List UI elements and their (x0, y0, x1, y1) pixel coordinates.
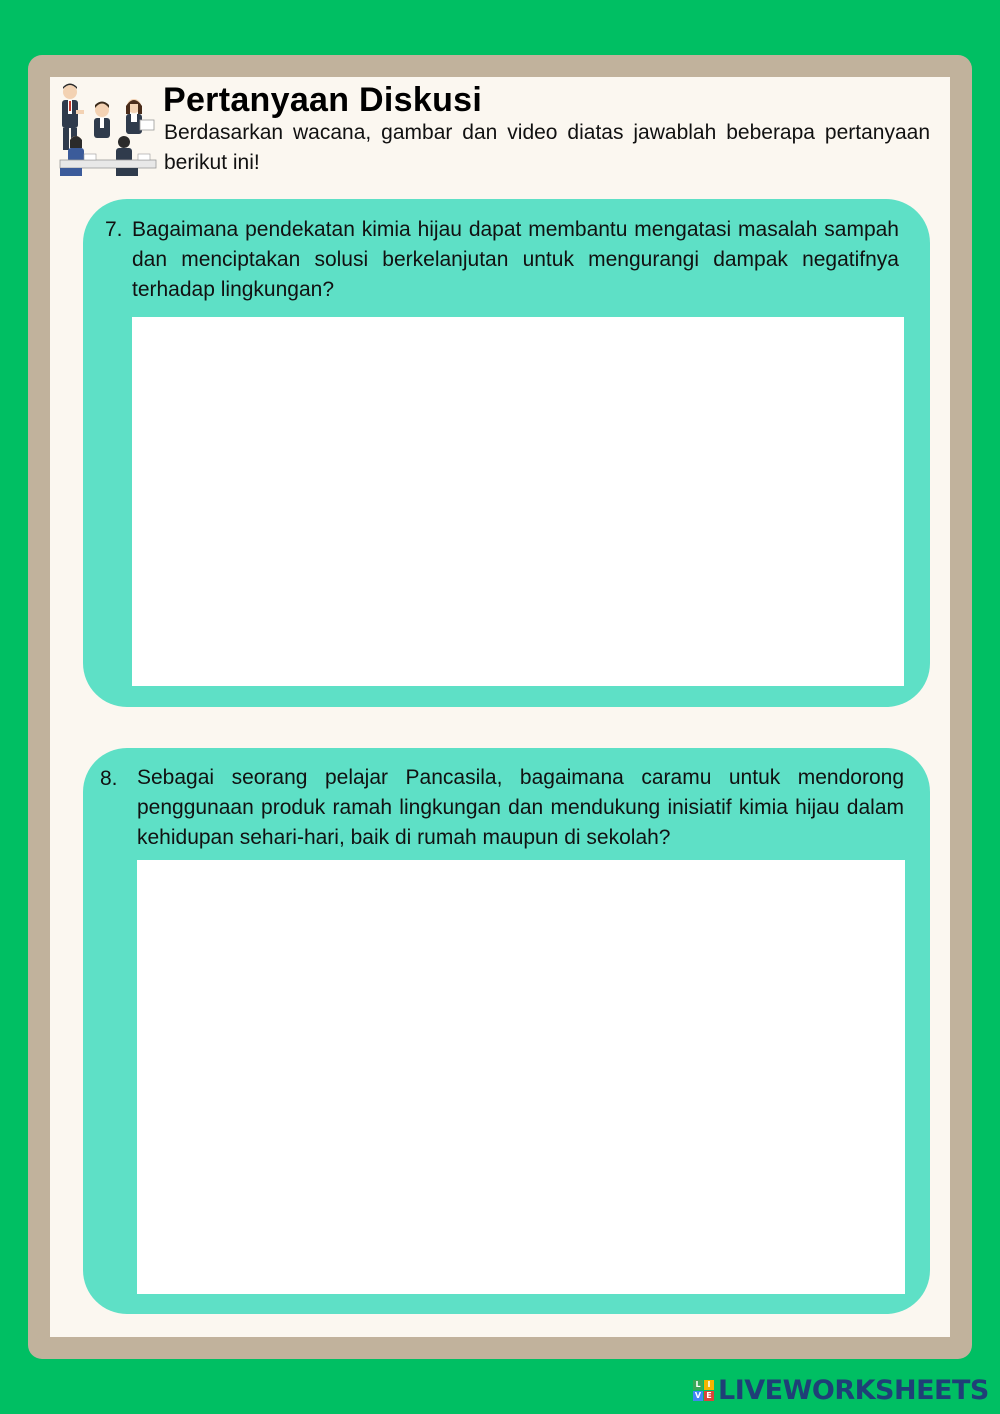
question-card-7 (83, 199, 930, 707)
logo-letter: L (693, 1380, 703, 1390)
instructions-text: Berdasarkan wacana, gambar dan video diatas jawablah beberapa pertanyaan berikut ini! (164, 121, 930, 174)
page-title: Pertanyaan Diskusi (163, 81, 483, 119)
question-number: 8. (100, 767, 118, 790)
liveworksheets-logo-icon (693, 1380, 714, 1401)
liveworksheets-brand (693, 1374, 989, 1406)
answer-input-8[interactable] (137, 860, 905, 1294)
question-text: Sebagai seorang pelajar Pancasila, bagaimana caramu untuk mendorong penggunaan produk ramah lingkungan dan mendukung inisiatif kimia hijau dalam kehidupan sehari-hari, baik di rumah maupun di sekolah? (137, 766, 904, 849)
business-meeting-people-icon (54, 80, 158, 178)
logo-letter: V (694, 1390, 702, 1400)
question-number: 7. (105, 218, 123, 241)
brand-name: LIVEWORKSHEETS (718, 1374, 989, 1406)
logo-letter: E (704, 1391, 714, 1401)
question-text: Bagaimana pendekatan kimia hijau dapat membantu mengatasi masalah sampah dan menciptakan solusi berkelanjutan untuk mengurangi dampak negatifnya terhadap lingkungan? (132, 218, 899, 301)
question-card-8 (83, 748, 930, 1314)
logo-letter: I (704, 1380, 714, 1390)
answer-input-7[interactable] (132, 317, 904, 686)
